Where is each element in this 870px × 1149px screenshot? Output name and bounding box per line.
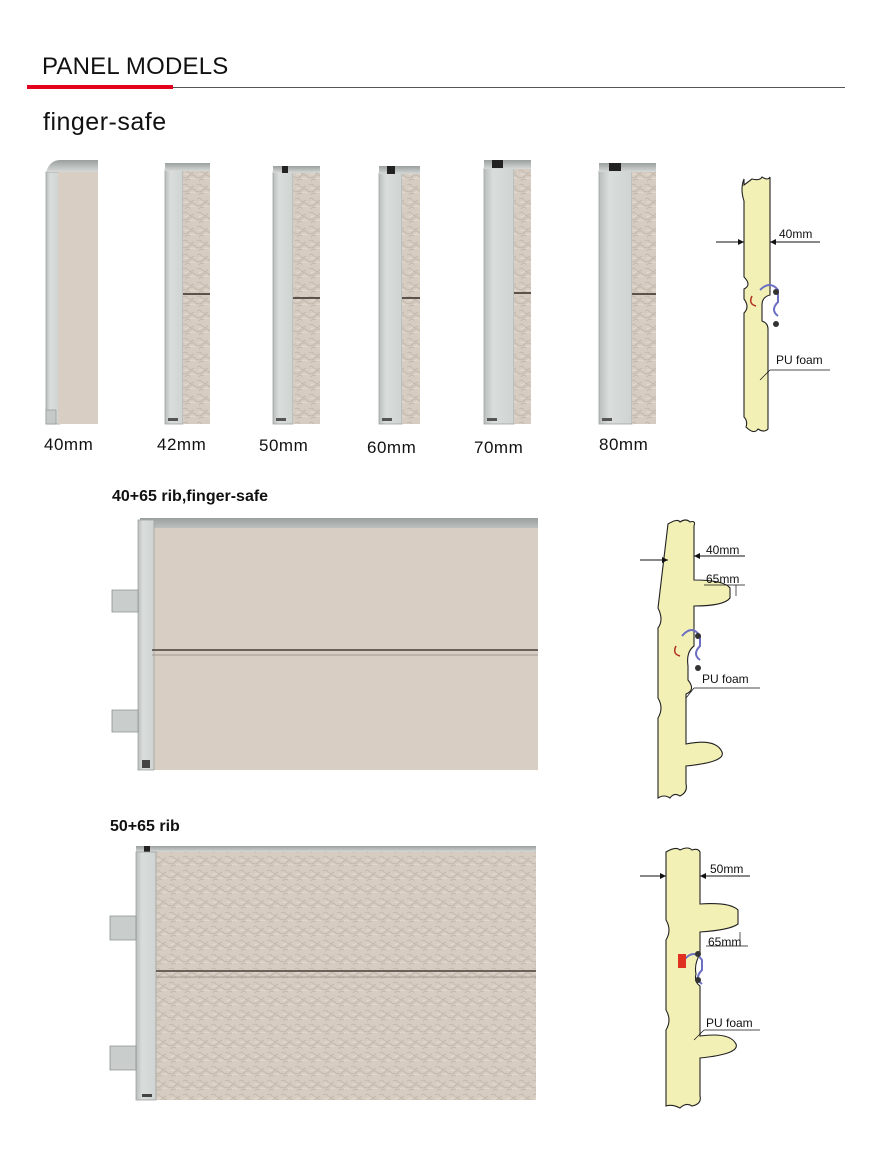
ribbed-panel-40-65 [112,518,538,770]
size-label-70mm: 70mm [474,438,524,457]
diagram1-thickness-label: 40mm [779,227,813,241]
panel-section-42mm [165,163,210,424]
joint-diagram-40mm [716,177,830,432]
panel-section-80mm [599,163,656,424]
size-label-40mm: 40mm [44,435,94,454]
diagram3-rib-label: 65mm [708,935,742,949]
diagram3-thickness-label: 50mm [710,862,744,876]
section-title-50-65-rib: 50+65 rib [110,818,180,835]
panel-section-40mm [46,160,98,424]
diagram2-foam-label: PU foam [702,672,749,686]
panel-section-60mm [379,166,420,424]
size-label-60mm: 60mm [367,438,417,457]
size-label-42mm: 42mm [157,435,207,454]
joint-diagram-40-65 [640,520,760,798]
section-title-finger-safe: finger-safe [43,108,167,136]
panel-section-70mm [484,160,531,424]
ribbed-panel-50-65 [110,846,536,1100]
joint-diagram-50-65 [640,848,760,1108]
size-label-50mm: 50mm [259,436,309,455]
section-title-40-65-rib: 40+65 rib,finger-safe [112,488,269,505]
diagram3-foam-label: PU foam [706,1016,753,1030]
page-title: PANEL MODELS [42,53,229,80]
diagram1-foam-label: PU foam [776,353,823,367]
diagram2-thickness-label: 40mm [706,543,740,557]
size-label-80mm: 80mm [599,435,649,454]
panel-section-50mm [273,166,320,424]
diagram2-rib-label: 65mm [706,572,740,586]
